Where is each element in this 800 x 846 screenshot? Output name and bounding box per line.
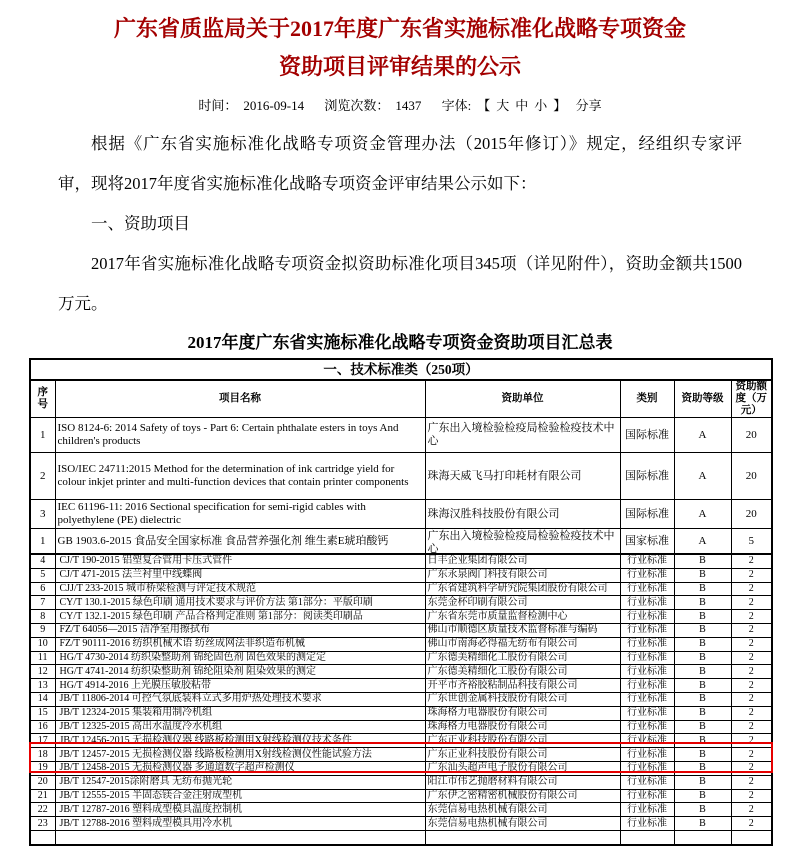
table-row xyxy=(30,529,772,555)
page-title-line1: 广东省质监局关于2017年度广东省实施标准化战略专项资金 xyxy=(113,16,686,41)
table-row xyxy=(30,582,772,596)
cell-category: 国际标准 xyxy=(620,418,674,453)
table-section-label: 一、技术标准类（250项） xyxy=(30,359,772,380)
cell-amount: 5 xyxy=(731,529,772,555)
cell-amount: 2 xyxy=(731,554,772,568)
time-label: 时间： xyxy=(198,98,238,113)
cell-unit: 珠海天威飞马打印耗材有限公司 xyxy=(425,453,620,500)
cell-name: CY/T 132.1-2015 绿色印刷 产品合格判定准则 第1部分：阅读类印刷品 xyxy=(55,610,425,624)
cell-grade: A xyxy=(674,500,731,529)
cell-unit: 广东世创金属科技股份有限公司 xyxy=(425,692,620,706)
cell-category: 行业标准 xyxy=(620,651,674,665)
cell-unit: 珠海格力电器股份有限公司 xyxy=(425,720,620,734)
table-row xyxy=(30,453,772,500)
cell-category: 国家标准 xyxy=(620,529,674,555)
cell-unit: 广东德美精细化工股份有限公司 xyxy=(425,665,620,679)
table-row xyxy=(30,720,772,734)
cell-grade: A xyxy=(674,418,731,453)
cell-amount: 2 xyxy=(731,706,772,720)
cell-name xyxy=(55,830,425,844)
cell-seq: 10 xyxy=(30,637,55,651)
cell-name: JB/T 12456-2015 无损检测仪器 线路板检测用X射线检测仪技术条件 xyxy=(55,734,425,748)
cell-grade: B xyxy=(674,651,731,665)
table-row xyxy=(30,651,772,665)
cell-name: JB/T 12458-2015 无损检测仪器 多通道数字超声检测仪 xyxy=(55,761,425,775)
cell-seq: 3 xyxy=(30,500,55,529)
cell-unit xyxy=(425,830,620,844)
cell-unit: 东莞信易电热机械有限公司 xyxy=(425,803,620,817)
cell-seq: 5 xyxy=(30,568,55,582)
announcement-page xyxy=(0,10,800,829)
cell-name: FZ/T 64056—2015 洁净室用擦拭布 xyxy=(55,623,425,637)
table-row xyxy=(30,803,772,817)
cell-grade: B xyxy=(674,679,731,693)
cell-grade: B xyxy=(674,803,731,817)
cell-amount: 2 xyxy=(731,665,772,679)
cell-name: FZ/T 90111-2016 纺织机械术语 纺丝成网法非织造布机械 xyxy=(55,637,425,651)
table-row xyxy=(30,679,772,693)
cell-grade: B xyxy=(674,775,731,789)
cell-seq: 2 xyxy=(30,453,55,500)
cell-amount: 2 xyxy=(731,568,772,582)
cell-name: IEC 61196-11: 2016 Sectional specification for semi-rigid cables with polyethylene (PE) dielectric xyxy=(55,500,425,529)
cell-category: 行业标准 xyxy=(620,582,674,596)
cell-grade: B xyxy=(674,692,731,706)
cell-name: JB/T 12325-2015 高出水温度冷水机组 xyxy=(55,720,425,734)
cell-unit: 日丰企业集团有限公司 xyxy=(425,554,620,568)
cell-category: 国际标准 xyxy=(620,453,674,500)
paragraph-funding-summary: 2017年省实施标准化战略专项资金拟资助标准化项目345项（详见附件），资助金额共1500万元。 xyxy=(58,254,742,313)
cell-seq: 12 xyxy=(30,665,55,679)
cell-unit: 广东永泉阀门科技有限公司 xyxy=(425,568,620,582)
cell-unit: 广东德美精细化工股份有限公司 xyxy=(425,651,620,665)
table-row xyxy=(30,596,772,610)
cell-category xyxy=(620,830,674,844)
table-row xyxy=(30,665,772,679)
cell-category: 行业标准 xyxy=(620,734,674,748)
cell-category: 行业标准 xyxy=(620,623,674,637)
table-row xyxy=(30,817,772,831)
cell-unit: 广东出入境检验检疫局检验检疫技术中心 xyxy=(425,418,620,453)
views-value: 1437 xyxy=(395,98,422,113)
cell-unit: 阳江市伟艺抛磨材料有限公司 xyxy=(425,775,620,789)
cell-unit: 广东省东莞市质量监督检测中心 xyxy=(425,610,620,624)
cell-category: 行业标准 xyxy=(620,692,674,706)
table-title: 2017年度广东省实施标准化战略专项资金资助项目汇总表 xyxy=(187,333,613,352)
cell-seq: 1 xyxy=(30,529,55,555)
cell-seq: 22 xyxy=(30,803,55,817)
cell-seq: 19 xyxy=(30,761,55,775)
column-header-seq: 序号 xyxy=(30,380,55,418)
cell-name: JB/T 12457-2015 无损检测仪器 线路板检测用X射线检测仪性能试验方法 xyxy=(55,748,425,762)
cell-amount: 2 xyxy=(731,610,772,624)
cell-seq: 17 xyxy=(30,734,55,748)
cell-amount: 2 xyxy=(731,692,772,706)
share-button[interactable]: 分享 xyxy=(575,98,602,113)
cell-name: JB/T 11806-2014 可控气氛底装料立式多用炉热处理技术要求 xyxy=(55,692,425,706)
table-group-international-national xyxy=(30,418,772,555)
cell-amount: 2 xyxy=(731,637,772,651)
cell-seq: 11 xyxy=(30,651,55,665)
page-title-line2: 资助项目评审结果的公示 xyxy=(278,54,521,79)
cell-unit: 广东正业科技股份有限公司 xyxy=(425,748,620,762)
cell-amount: 20 xyxy=(731,500,772,529)
cell-seq: 4 xyxy=(30,554,55,568)
cell-grade: B xyxy=(674,582,731,596)
cell-name: CY/T 130.1-2015 绿色印刷 通用技术要求与评价方法 第1部分：平版印刷 xyxy=(55,596,425,610)
cell-category: 行业标准 xyxy=(620,596,674,610)
column-header-amount: 资助额度（万元） xyxy=(731,380,772,418)
cell-seq: 18 xyxy=(30,748,55,762)
cell-category: 行业标准 xyxy=(620,665,674,679)
table-row xyxy=(30,748,772,762)
cell-amount: 2 xyxy=(731,651,772,665)
summary-table xyxy=(29,358,773,846)
cell-grade: B xyxy=(674,568,731,582)
cell-grade: B xyxy=(674,610,731,624)
font-size-medium-button[interactable]: 中 xyxy=(515,98,529,113)
table-row xyxy=(30,500,772,529)
cell-category: 行业标准 xyxy=(620,720,674,734)
cell-seq: 1 xyxy=(30,418,55,453)
cell-amount: 2 xyxy=(731,582,772,596)
cell-amount: 2 xyxy=(731,803,772,817)
cell-seq: 23 xyxy=(30,817,55,831)
cell-seq: 7 xyxy=(30,596,55,610)
table-header-row xyxy=(30,380,772,418)
cell-unit: 东莞信易电热机械有限公司 xyxy=(425,817,620,831)
cell-category: 国际标准 xyxy=(620,500,674,529)
cell-amount: 2 xyxy=(731,789,772,803)
cell-grade: B xyxy=(674,554,731,568)
table-row xyxy=(30,637,772,651)
cell-category: 行业标准 xyxy=(620,775,674,789)
cell-grade: B xyxy=(674,817,731,831)
cell-seq: 15 xyxy=(30,706,55,720)
cell-amount: 20 xyxy=(731,418,772,453)
cell-name: ISO/IEC 24711:2015 Method for the determination of ink cartridge yield for colour inkjet printer and multi-function devices that contain printer components xyxy=(55,453,425,500)
cell-seq: 20 xyxy=(30,775,55,789)
column-header-category: 类别 xyxy=(620,380,674,418)
column-header-unit: 资助单位 xyxy=(425,380,620,418)
column-header-grade: 资助等级 xyxy=(674,380,731,418)
font-bracket-open: 【 xyxy=(477,98,491,113)
cell-seq: 6 xyxy=(30,582,55,596)
cell-unit: 佛山市顺德区质量技术监督标准与编码 xyxy=(425,623,620,637)
cell-grade: B xyxy=(674,789,731,803)
cell-unit: 广东正业科技股份有限公司 xyxy=(425,734,620,748)
cell-name: CJ/T 471-2015 法兰衬里中线蝶阀 xyxy=(55,568,425,582)
cell-amount: 2 xyxy=(731,679,772,693)
font-size-large-button[interactable]: 大 xyxy=(496,98,510,113)
cell-unit: 东莞金杯印刷有限公司 xyxy=(425,596,620,610)
table-row xyxy=(30,418,772,453)
cell-amount: 2 xyxy=(731,775,772,789)
table-row xyxy=(30,775,772,789)
cell-name: HG/T 4914-2016 上光膜压敏胶粘带 xyxy=(55,679,425,693)
cell-seq: 16 xyxy=(30,720,55,734)
cell-category: 行业标准 xyxy=(620,568,674,582)
font-bracket-close: 】 xyxy=(553,98,567,113)
cell-name: ISO 8124-6: 2014 Safety of toys - Part 6: Certain phthalate esters in toys And children's products xyxy=(55,418,425,453)
cell-name: GB 1903.6-2015 食品安全国家标准 食品营养强化剂 维生素E琥珀酸钙 xyxy=(55,529,425,555)
cell-amount: 2 xyxy=(731,748,772,762)
table-section-row xyxy=(30,359,772,380)
article-body xyxy=(58,124,742,324)
cell-grade xyxy=(674,830,731,844)
section-heading-funded-projects: 一、资助项目 xyxy=(91,214,190,233)
cell-name: HG/T 4741-2014 纺织染整助剂 锦纶阻染剂 阻染效果的测定 xyxy=(55,665,425,679)
cell-seq: 9 xyxy=(30,623,55,637)
cell-amount xyxy=(731,830,772,844)
table-row xyxy=(30,610,772,624)
cell-unit: 开平市齐裕胶粘制品科技有限公司 xyxy=(425,679,620,693)
cell-seq: 13 xyxy=(30,679,55,693)
cell-grade: A xyxy=(674,529,731,555)
cell-category: 行业标准 xyxy=(620,706,674,720)
table-row xyxy=(30,789,772,803)
table-group-industry xyxy=(30,554,772,845)
table-row xyxy=(30,623,772,637)
cell-grade: B xyxy=(674,596,731,610)
cell-unit: 广东省建筑科学研究院集团股份有限公司 xyxy=(425,582,620,596)
cell-unit: 广东出入境检验检疫局检验检疫技术中心 xyxy=(425,529,620,555)
cell-category: 行业标准 xyxy=(620,637,674,651)
cell-name: JB/T 12547-2015涂附磨具 无纺布抛光轮 xyxy=(55,775,425,789)
cell-seq: 14 xyxy=(30,692,55,706)
cell-grade: B xyxy=(674,665,731,679)
cell-amount: 2 xyxy=(731,720,772,734)
cell-seq: 8 xyxy=(30,610,55,624)
cell-unit: 广东汕头超声电子股份有限公司 xyxy=(425,761,620,775)
cell-name: CJ/T 190-2015 铝塑复合管用卡压式管件 xyxy=(55,554,425,568)
meta-bar xyxy=(0,95,800,114)
cell-grade: B xyxy=(674,734,731,748)
cell-category: 行业标准 xyxy=(620,610,674,624)
cell-grade: B xyxy=(674,706,731,720)
cell-amount: 2 xyxy=(731,817,772,831)
cell-grade: B xyxy=(674,720,731,734)
cell-category: 行业标准 xyxy=(620,554,674,568)
table-row xyxy=(30,761,772,775)
cell-amount: 20 xyxy=(731,453,772,500)
cell-category: 行业标准 xyxy=(620,817,674,831)
cell-amount: 2 xyxy=(731,623,772,637)
cell-unit: 珠海汉胜科技股份有限公司 xyxy=(425,500,620,529)
cell-unit: 佛山市南海必得福无纺布有限公司 xyxy=(425,637,620,651)
font-size-small-button[interactable]: 小 xyxy=(534,98,548,113)
cell-grade: A xyxy=(674,453,731,500)
table-row xyxy=(30,568,772,582)
cell-grade: B xyxy=(674,761,731,775)
page-title xyxy=(30,10,770,86)
cell-seq: 21 xyxy=(30,789,55,803)
cell-name: JB/T 12555-2015 半固态镁合金注射成型机 xyxy=(55,789,425,803)
table-row xyxy=(30,734,772,748)
cell-name: CJJ/T 233-2015 城市桥梁检测与评定技术规范 xyxy=(55,582,425,596)
views-label: 浏览次数： xyxy=(324,98,390,113)
font-size-label: 字体: xyxy=(441,98,472,113)
cell-unit: 广东伊之密精密机械股份有限公司 xyxy=(425,789,620,803)
column-header-name: 项目名称 xyxy=(55,380,425,418)
cell-category: 行业标准 xyxy=(620,748,674,762)
cell-name: HG/T 4730-2014 纺织染整助剂 锦纶固色剂 固色效果的测定定 xyxy=(55,651,425,665)
cell-grade: B xyxy=(674,748,731,762)
cell-category: 行业标准 xyxy=(620,761,674,775)
table-row-partial xyxy=(30,830,772,844)
cell-grade: B xyxy=(674,637,731,651)
paragraph-intro: 根据《广东省实施标准化战略专项资金管理办法（2015年修订）》规定，经组织专家评审，现将2017年度省实施标准化战略专项资金评审结果公示如下： xyxy=(58,134,742,193)
cell-category: 行业标准 xyxy=(620,679,674,693)
cell-amount: 2 xyxy=(731,761,772,775)
cell-seq xyxy=(30,830,55,844)
table-row xyxy=(30,554,772,568)
time-value: 2016-09-14 xyxy=(243,98,305,113)
cell-unit: 珠海格力电器股份有限公司 xyxy=(425,706,620,720)
cell-name: JB/T 12324-2015 集装箱用制冷机组 xyxy=(55,706,425,720)
cell-amount: 2 xyxy=(731,596,772,610)
cell-category: 行业标准 xyxy=(620,789,674,803)
cell-name: JB/T 12787-2016 塑料成型模具温度控制机 xyxy=(55,803,425,817)
cell-name: JB/T 12788-2016 塑料成型模具用冷水机 xyxy=(55,817,425,831)
table-row xyxy=(30,706,772,720)
cell-amount: 2 xyxy=(731,734,772,748)
table-row xyxy=(30,692,772,706)
cell-category: 行业标准 xyxy=(620,803,674,817)
cell-grade: B xyxy=(674,623,731,637)
